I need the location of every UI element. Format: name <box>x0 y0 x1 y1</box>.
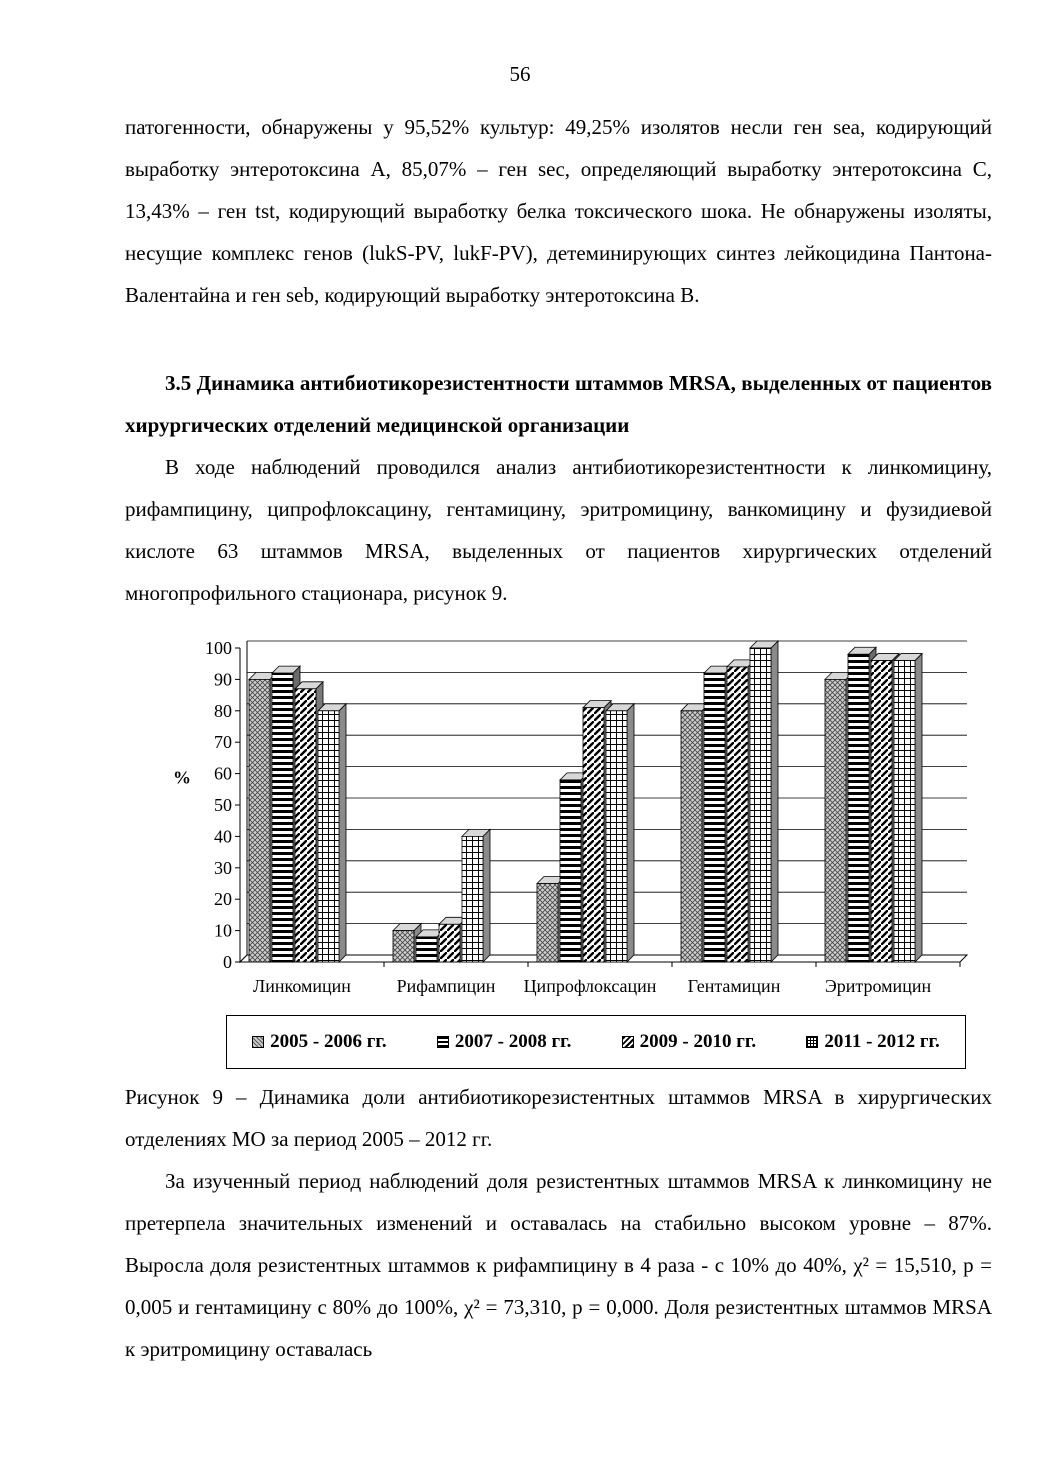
y-tick-label: 90 <box>214 669 232 690</box>
legend-item <box>252 1031 386 1053</box>
bar <box>750 641 778 962</box>
x-tick-label: Рифампицин <box>396 976 496 996</box>
bar <box>462 829 490 962</box>
paragraph-genes: патогенности, обнаружены у 95,52% культур: 49,25% изолятов несли ген sea, кодирующий выработку энтеротоксина А, 85,07% – ген sec, определяющий выработку энтеротоксина С, 13,43% – ген tst, кодирующий выработку белка токсического шока. Не обнаружены изоляты, несущие комплекс генов (lukS-PV, lukF-PV), детеминирующих синтез лейкоцидина Пантона-Валентайна и ген seb, кодирующий выработку энтеротоксина В. <box>125 115 992 307</box>
legend-label: 2007 - 2008 гг. <box>454 1031 572 1052</box>
legend-swatch <box>622 1036 634 1048</box>
legend-label: 2005 - 2006 гг. <box>270 1031 387 1052</box>
chart-legend <box>226 1015 966 1069</box>
legend-swatch <box>437 1036 449 1048</box>
y-tick-label: 0 <box>223 952 232 972</box>
legend-swatch <box>252 1036 264 1048</box>
figure-9-chart <box>160 630 980 1080</box>
bar <box>318 704 346 962</box>
y-axis-label: % <box>173 767 191 788</box>
bar <box>894 654 922 962</box>
legend-swatch <box>806 1036 818 1048</box>
y-tick-label: 20 <box>214 889 232 910</box>
bar <box>606 704 634 962</box>
page-number: 56 <box>509 62 531 86</box>
legend-item <box>806 1031 939 1053</box>
x-tick-label: Эритромицин <box>824 976 932 996</box>
paragraph-results: За изученный период наблюдений доля резистентных штаммов MRSA к линкомицину не претерпела значительных изменений и оставалась на стабильно высоком уровне – 87%. Выросла доля резистентных штаммов к рифампицину в 4 раза - с 10% до 40%, χ² = 15,510, p = 0,005 и гентамицину с 80% до 100%, χ² = 73,310, p = 0,000. Доля резистентных штаммов MRSA к эритромицину оставалась <box>125 1169 992 1361</box>
paragraph-analysis: В ходе наблюдений проводился анализ антибиотикорезистентности к линкомицину, рифампицину, ципрофлоксацину, гентамицину, эритромицину, ванкомицину и фузидиевой кислоте 63 штаммов MRSA, выделенных от пациентов хирургических отделений многопрофильного стационара, рисунок 9. <box>125 455 992 605</box>
y-tick-label: 80 <box>214 700 232 721</box>
y-tick-label: 70 <box>214 732 232 753</box>
y-axis <box>240 641 247 962</box>
figure-caption: Рисунок 9 – Динамика доли антибиотикорезистентных штаммов MRSA в хирургических отделениях МО за период 2005 – 2012 гг. <box>125 1085 992 1151</box>
x-tick-label: Линкомицин <box>253 976 351 996</box>
y-tick-label: 40 <box>214 826 232 847</box>
x-tick-label: Гентамицин <box>687 976 781 996</box>
y-tick-label: 100 <box>205 638 232 658</box>
y-tick-label: 50 <box>214 795 232 815</box>
legend-label: 2011 - 2012 гг. <box>824 1031 940 1052</box>
y-tick-label: 10 <box>214 920 232 941</box>
bar-chart <box>160 630 980 1080</box>
legend-item <box>437 1031 571 1053</box>
y-tick-label: 60 <box>214 763 232 784</box>
y-tick-label: 30 <box>214 857 232 878</box>
legend-label: 2009 - 2010 гг. <box>639 1031 757 1052</box>
x-tick-label: Ципрофлоксацин <box>523 976 657 996</box>
legend-item <box>622 1031 756 1053</box>
section-heading: 3.5 Динамика антибиотикорезистентности штаммов MRSA, выделенных от пациентов хирургических отделений медицинской организации <box>125 371 992 437</box>
